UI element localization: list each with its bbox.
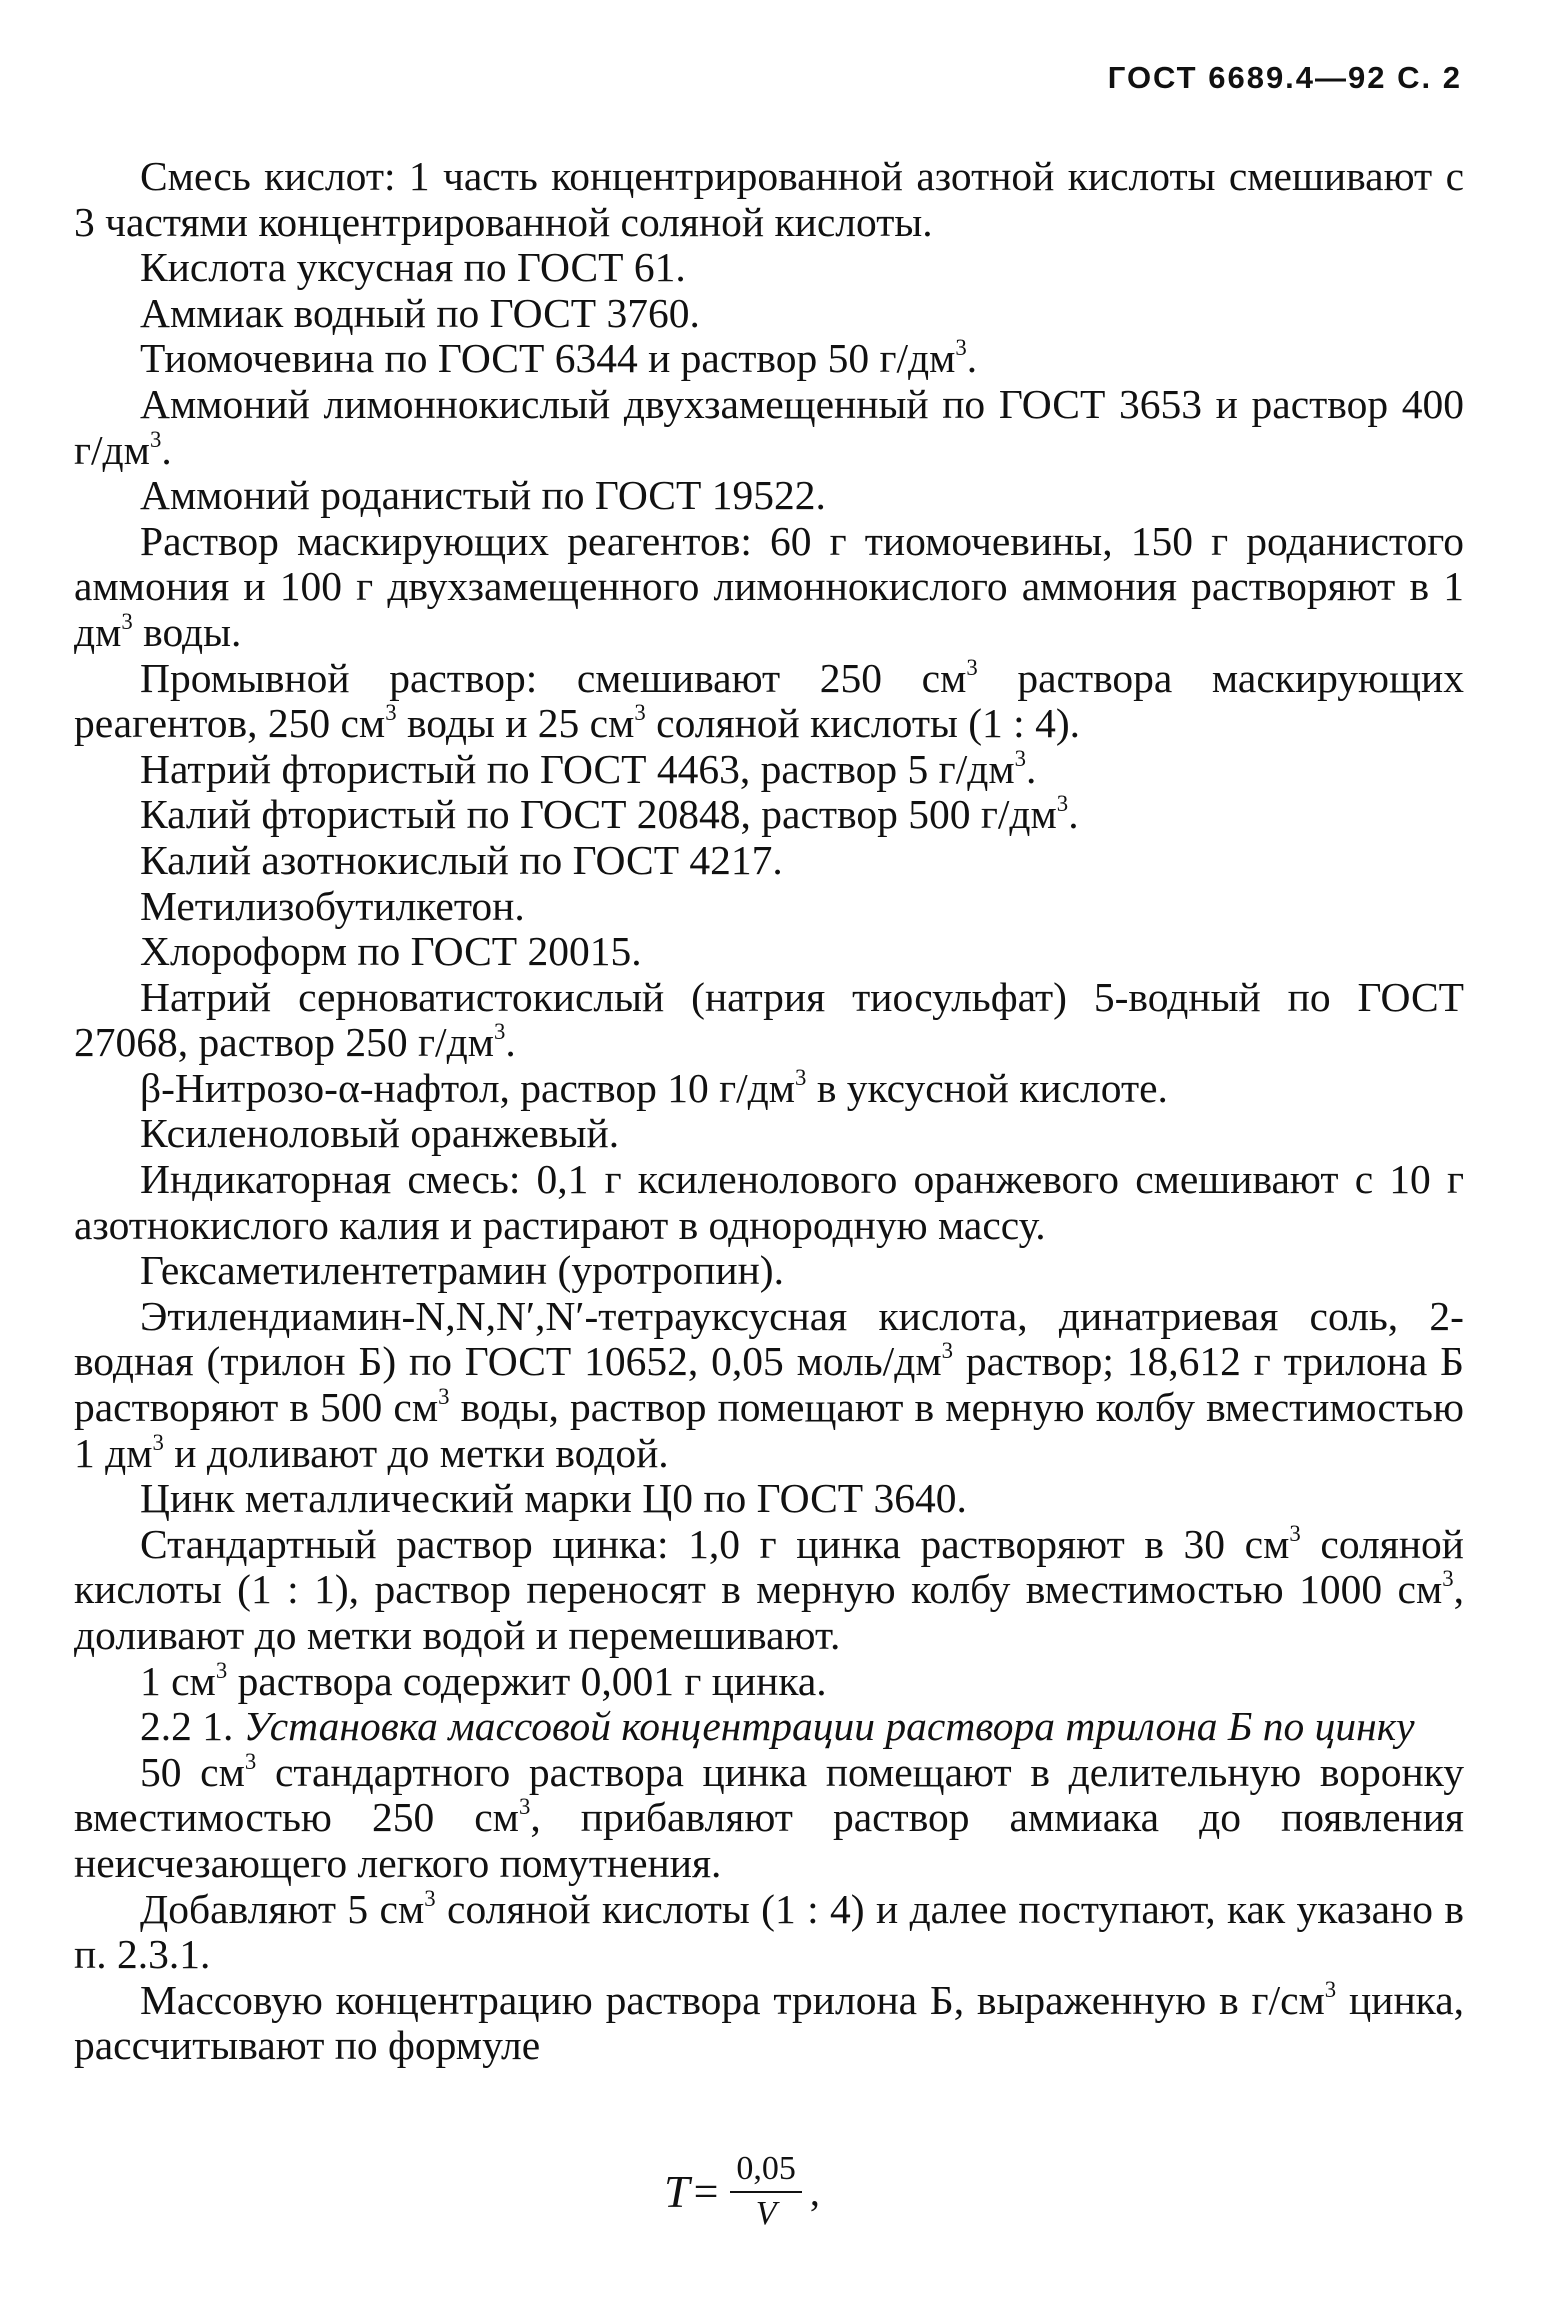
paragraph-sodium-thiosulfate: Натрий серноватистокислый (натрия тиосульфат) 5-водный по ГОСТ 27068, раствор 250 $г/дм^3$. [74,973,1464,1066]
paragraph-hexamine: Гексаметилентетрамин (уротропин). [140,1247,784,1294]
formula-t [664,2150,820,2233]
paragraph-xylenol-orange: Ксиленоловый оранжевый. [140,1110,620,1157]
section-number: 2.2 1. [140,1703,244,1750]
formula-numerator: 0,05 [730,2150,802,2193]
paragraph-trilon-b: Этилендиамин-N,N,N′,N′-тетрауксусная кислота, динатриевая соль, 2-водная (трилон Б) по ГОСТ 10652, 0,05 моль/$дм^3$ раствор; 18,612 г трилона Б растворяют в 500 $см^3$ воды, раствор помещают в мерную колбу вместимостью 1 $дм^3$ и доливают до метки водой. [74,1292,1464,1476]
paragraph-wash-solution: Промывной раствор: смешивают 250 $см^3$ раствора маскирующих реагентов, 250 $см^3$ воды и 25 $см^3$ соляной кислоты (1 : 4). [74,654,1464,747]
paragraph-procedure-step-2: Добавляют 5 $см^3$ соляной кислоты (1 : 4) и далее поступают, как указано в п. 2.3.1. [74,1885,1464,1978]
paragraph-nitroso-naphthol: β-Нитрозо-α-нафтол, раствор 10 $г/дм^3$ в уксусной кислоте. [140,1064,1168,1111]
paragraph-chloroform: Хлороформ по ГОСТ 20015. [140,928,642,975]
paragraph-formula-intro: Массовую концентрацию раствора трилона Б, выраженную в $г/см^3$ цинка, рассчитывают по формуле [74,1976,1464,2069]
paragraph-zinc-metal: Цинк металлический марки Ц0 по ГОСТ 3640. [140,1475,967,1522]
paragraph-potassium-nitrate: Калий азотнокислый по ГОСТ 4217. [140,836,783,883]
paragraph-mibk: Метилизобутилкетон. [140,882,525,929]
document-body [74,154,1464,2069]
formula-trailing-comma: , [809,2169,820,2214]
section-title: Установка массовой концентрации раствора трилона Б по цинку [243,1703,1415,1750]
paragraph-ammonium-thiocyanate: Аммоний роданистый по ГОСТ 19522. [140,472,826,519]
formula-denominator: V [755,2195,777,2232]
paragraph-zinc-standard: Стандартный раствор цинка: 1,0 г цинка растворяют в 30 $см^3$ соляной кислоты (1 : 1), раствор переносят в мерную колбу вместимостью 1000 $см^3$, доливают до метки водой и перемешивают. [74,1520,1464,1658]
paragraph-acid-mixture: Смесь кислот: 1 часть концентрированной азотной кислоты смешивают с 3 частями концентрированной соляной кислоты. [74,153,1464,245]
paragraph-zinc-content: 1 $см^3$ раствора содержит 0,001 г цинка. [140,1657,827,1704]
formula-variable: T [664,2166,690,2217]
paragraph-acetic-acid: Кислота уксусная по ГОСТ 61. [140,244,686,291]
paragraph-masking-reagents: Раствор маскирующих реагентов: 60 г тиомочевины, 150 г роданистого аммония и 100 г двухзамещенного лимоннокислого аммония растворяют в 1 $дм^3$ воды. [74,517,1464,655]
paragraph-ammonium-citrate: Аммоний лимоннокислый двухзамещенный по ГОСТ 3653 и раствор 400 $г/дм^3$. [74,380,1464,473]
paragraph-ammonia: Аммиак водный по ГОСТ 3760. [140,289,700,336]
formula-fraction [730,2150,802,2233]
section-heading-2-2-1 [74,1704,1464,1750]
paragraph-thiourea: Тиомочевина по ГОСТ 6344 и раствор 50 $г/дм^3$. [140,335,978,382]
paragraph-potassium-fluoride: Калий фтористый по ГОСТ 20848, раствор 500 $г/дм^3$. [140,791,1079,838]
page-header: ГОСТ 6689.4—92 С. 2 [1107,60,1462,95]
paragraph-indicator-mixture: Индикаторная смесь: 0,1 г ксиленолового оранжевого смешивают с 10 г азотнокислого калия и растирают в однородную массу. [74,1156,1464,1248]
paragraph-sodium-fluoride: Натрий фтористый по ГОСТ 4463, раствор 5 $г/дм^3$. [140,745,1037,792]
paragraph-procedure-step-1: 50 $см^3$ стандартного раствора цинка помещают в делительную воронку вместимостью 250 $см^3$, прибавляют раствор аммиака до появления неисчезающего легкого помутнения. [74,1748,1464,1886]
formula-equals: = [693,2167,719,2216]
